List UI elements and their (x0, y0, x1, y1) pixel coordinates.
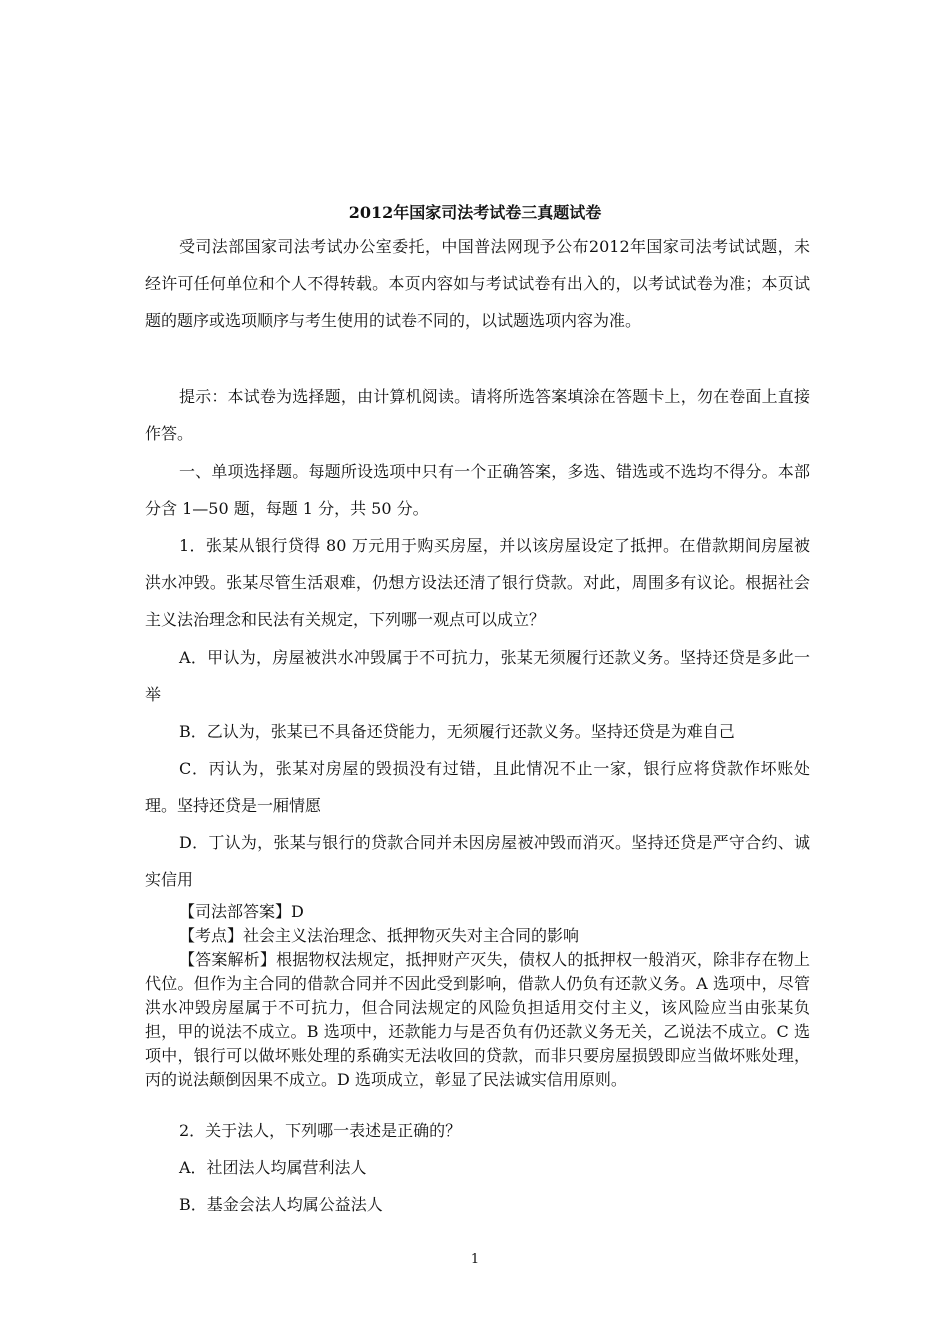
question-1-option-a: A．甲认为，房屋被洪水冲毁属于不可抗力，张某无须履行还款义务。坚持还贷是多此一举 (145, 648, 810, 704)
question-1-answer-block (145, 900, 810, 1092)
question-2-stem: 2．关于法人，下列哪一表述是正确的？ (179, 1121, 462, 1140)
question-2-option-a: A．社团法人均属营利法人 (179, 1158, 367, 1177)
hint-paragraph: 提示：本试卷为选择题，由计算机阅读。请将所选答案填涂在答题卡上，勿在卷面上直接作答。 (145, 387, 810, 443)
document-title: 2012年国家司法考试卷三真题试卷 (348, 203, 602, 222)
question-1-option-b: B．乙认为，张某已不具备还贷能力，无须履行还款义务。坚持还贷是为难自己 (179, 722, 735, 741)
answer-line: 【司法部答案】D (179, 902, 304, 921)
page-number: 1 (470, 1252, 480, 1267)
key-point-line: 【考点】社会主义法治理念、抵押物灭失对主合同的影响 (179, 926, 580, 945)
question-1-option-c: C．丙认为，张某对房屋的毁损没有过错，且此情况不止一家，银行应将贷款作坏账处理。坚持还贷是一厢情愿 (145, 759, 810, 815)
question-2-option-b: B．基金会法人均属公益法人 (179, 1195, 383, 1214)
section-heading: 一、单项选择题。每题所设选项中只有一个正确答案，多选、错选或不选均不得分。本部分含 1—50 题，每题 1 分，共 50 分。 (145, 462, 810, 518)
intro-paragraph: 受司法部国家司法考试办公室委托，中国普法网现予公布2012年国家司法考试试题，未经许可任何单位和个人不得转载。本页内容如与考试试卷有出入的，以考试试卷为准；本页试题的题序或选项顺序与考生使用的试卷不同的，以试题选项内容为准。 (145, 237, 810, 330)
question-1-option-d: D．丁认为，张某与银行的贷款合同并未因房屋被冲毁而消灭。坚持还贷是严守合约、诚实信用 (145, 833, 810, 889)
answer-analysis: 【答案解析】根据物权法规定，抵押财产灭失，债权人的抵押权一般消灭，除非存在物上代位。但作为主合同的借款合同并不因此受到影响，借款人仍负有还款义务。A 选项中，尽管洪水冲毁房屋属于不可抗力，但合同法规定的风险负担适用交付主义，该风险应当由张某负担，甲的说法不成立。B 选项中，还款能力与是否负有仍还款义务无关，乙说法不成立。C 选项中，银行可以做坏账处理的系确实无法收回的贷款，而非只要房屋损毁即应当做坏账处理，丙的说法颠倒因果不成立。D 选项成立，彰显了民法诚实信用原则。 (145, 950, 810, 1089)
question-1-stem: 1．张某从银行贷得 80 万元用于购买房屋，并以该房屋设定了抵押。在借款期间房屋被洪水冲毁。张某尽管生活艰难，仍想方设法还清了银行贷款。对此，周围多有议论。根据社会主义法治理念和民法有关规定，下列哪一观点可以成立？ (145, 536, 810, 629)
